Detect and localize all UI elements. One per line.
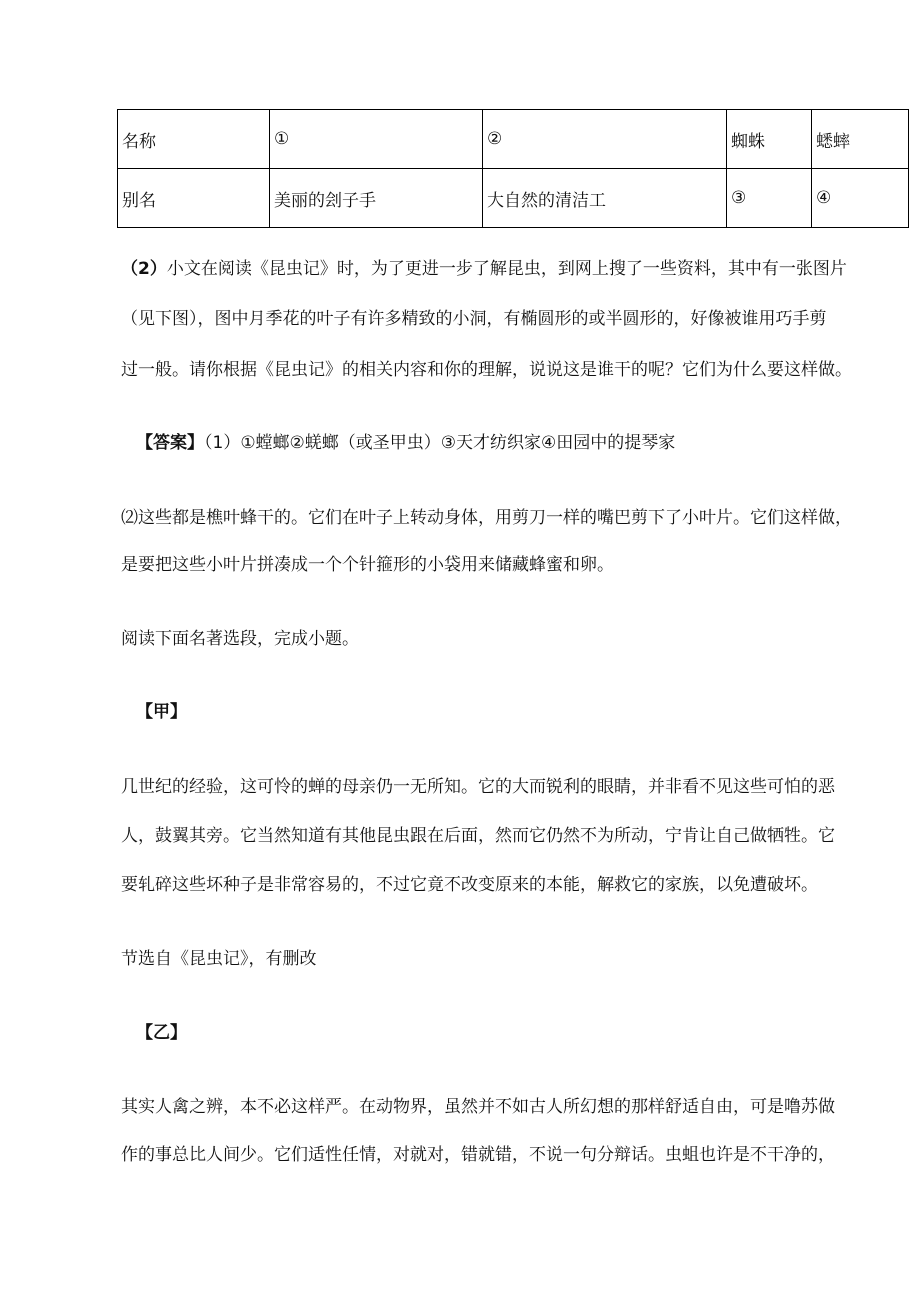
insect-alias-table (117, 109, 909, 228)
table-row-name (118, 110, 909, 169)
passage-jia-line-2: 人，鼓翼其旁。它当然知道有其他昆虫跟在后面，然而它仍然不为所动，宁肯让自己做牺牲。它 (121, 826, 835, 846)
passage-yi-line-2: 作的事总比人间少。它们适性任情，对就对，错就错，不说一句分辩话。虫蛆也许是不干净的， (121, 1145, 835, 1165)
passage-jia-source: 节选自《昆虫记》，有删改 (121, 949, 317, 969)
question2-line-3: 过一般。请你根据《昆虫记》的相关内容和你的理解，说说这是谁干的呢？它们为什么要这样做。 (121, 360, 852, 380)
answer-line (136, 428, 920, 453)
passage-jia-line-3: 要轧碎这些坏种子是非常容易的，不过它竟不改变原来的本能，解救它的家族，以免遭破坏。 (121, 875, 818, 895)
table-row-alias (118, 169, 909, 228)
table-cell: 蟋蟀 (812, 110, 909, 169)
answer-label: 【答案】 (136, 433, 204, 453)
answer-part1: （1）①螳螂②蜣螂（或圣甲虫）③天才纺织家④田园中的提琴家 (204, 433, 676, 453)
table-cell: 蜘蛛 (727, 110, 812, 169)
answer-part2-line-1: ⑵这些都是樵叶蜂干的。它们在叶子上转动身体，用剪刀一样的嘴巴剪下了小叶片。它们这样做， (121, 508, 852, 528)
passage-yi-line-1: 其实人禽之辨，本不必这样严。在动物界，虽然并不如古人所幻想的那样舒适自由，可是噜苏做 (121, 1097, 835, 1117)
passage-jia-label: 【甲】 (136, 702, 187, 722)
table-cell: ① (270, 110, 483, 169)
passage-yi-label: 【乙】 (136, 1023, 187, 1043)
table-cell: 别名 (118, 169, 270, 228)
table-cell: 大自然的清洁工 (483, 169, 727, 228)
table-cell: 名称 (118, 110, 270, 169)
answer-part2-line-2: 是要把这些小叶片拼凑成一个个针箍形的小袋用来储藏蜂蜜和卵。 (121, 555, 614, 575)
table-cell: 美丽的刽子手 (270, 169, 483, 228)
passage-jia-line-1: 几世纪的经验，这可怜的蝉的母亲仍一无所知。它的大而锐利的眼睛，并非看不见这些可怕的恶 (121, 777, 835, 797)
question2-text: 小文在阅读《昆虫记》时，为了更进一步了解昆虫，到网上搜了一些资料，其中有一张图片 (166, 259, 847, 279)
table-cell: ③ (727, 169, 812, 228)
table-cell: ② (483, 110, 727, 169)
question2-line-1 (121, 254, 911, 279)
question2-line-2: （见下图），图中月季花的叶子有许多精致的小洞，有椭圆形的或半圆形的，好像被谁用巧手剪 (121, 309, 827, 329)
table-cell: ④ (812, 169, 909, 228)
reading-instruction: 阅读下面名著选段，完成小题。 (121, 629, 359, 649)
question2-number: （2） (121, 259, 167, 279)
